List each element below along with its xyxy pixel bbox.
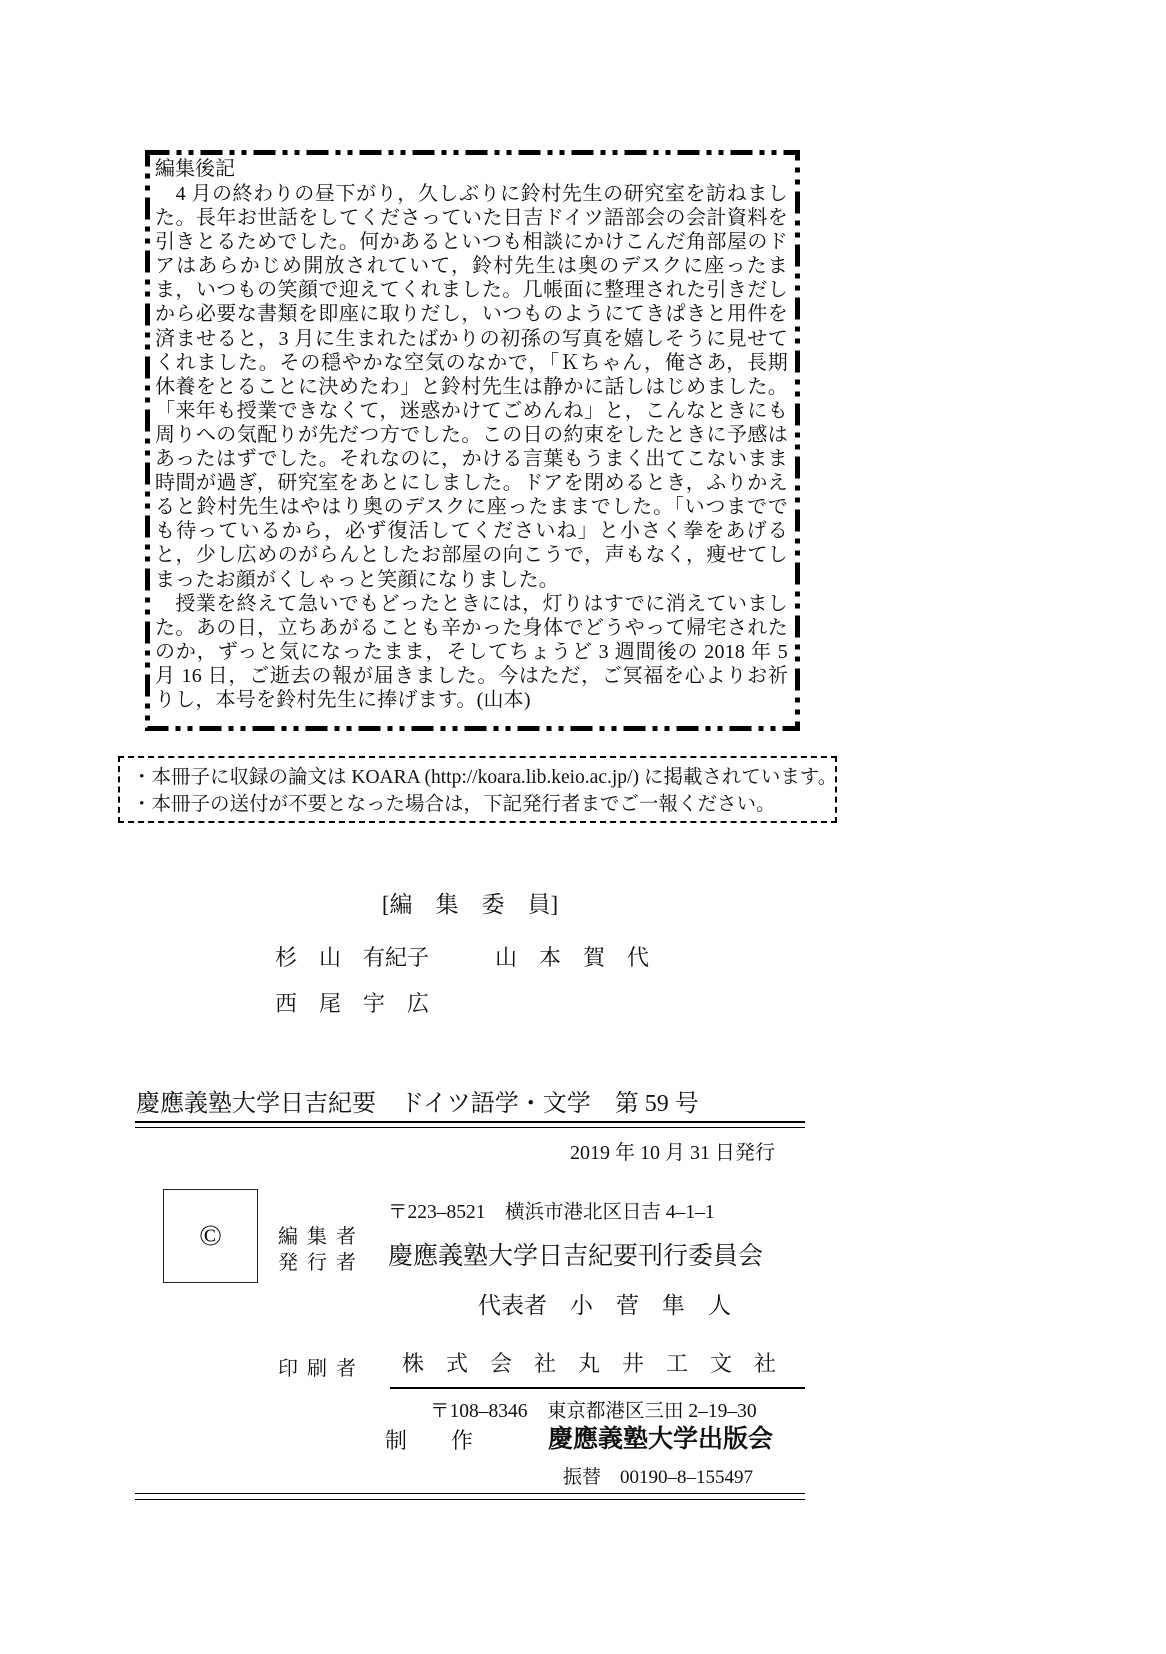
publisher-label: 発行者 bbox=[278, 1252, 365, 1274]
postscript-paragraph: 授業を終えて急いでもどったときには，灯りはすでに消えていました。あの日，立ちあがることも辛かった身体でどうやって帰宅されたのか，ずっと気になったまま，そしてちょうど 3 週間後の 2018 年 5 月 16 日，ご逝去の報が届きました。今はただ，ご冥福を心よりお祈りし，本号を鈴村先生に捧げます。(山本) bbox=[155, 592, 788, 711]
bottom-rule bbox=[135, 1493, 805, 1500]
printer-rule bbox=[390, 1387, 805, 1389]
postscript-content bbox=[155, 157, 788, 712]
copyright-icon: © bbox=[199, 1219, 222, 1252]
publisher-address: 〒223–8521 横浜市港北区日吉 4–1–1 bbox=[388, 1202, 715, 1223]
printer-label: 印刷者 bbox=[278, 1358, 365, 1380]
issue-date: 2019 年 10 月 31 日発行 bbox=[570, 1142, 775, 1164]
postscript-title: 編集後記 bbox=[155, 158, 235, 180]
notice-item: ・本冊子に収録の論文は KOARA (http://koara.lib.keio.ac.jp/) に掲載されています。 bbox=[132, 767, 838, 788]
title-rule bbox=[135, 1121, 805, 1128]
publisher-name: 慶應義塾大学日吉紀要刊行委員会 bbox=[388, 1243, 764, 1270]
printer-name: 株 式 会 社 丸 井 工 文 社 bbox=[402, 1351, 777, 1376]
postscript-box bbox=[145, 150, 800, 731]
notice-box bbox=[118, 756, 837, 823]
printer-address: 〒108–8346 東京都港区三田 2–19–30 bbox=[430, 1401, 757, 1422]
postal-transfer: 振替 00190–8–155497 bbox=[563, 1467, 754, 1488]
editor-publisher-labels bbox=[278, 1224, 365, 1276]
postscript-paragraph: 4 月の終わりの昼下がり，久しぶりに鈴村先生の研究室を訪ねました。長年お世話をしてくださっていた日吉ドイツ語部会の会計資料を引きとるためでした。何かあるといつも相談にかけこんだ角部屋のドアはあらかじめ開放されていて，鈴村先生は奥のデスクに座ったまま，いつもの笑顔で迎えてくれました。几帳面に整理された引きだしから必要な書類を即座に取りだし，いつものようにてきぱきと用件を済ませると，3 月に生まれたばかりの初孫の写真を嬉しそうに見せてくれました。その穏やかな空気のなかで，「Ｋちゃん，俺さあ，長期休養をとることに決めたわ」と鈴村先生は静かに話しはじめました。「来年も授業できなくて，迷惑かけてごめんね」と，こんなときにも周りへの気配りが先だつ方でした。この日の約束をしたときに予感はあったはずでした。それなのに，かける言葉もうまく出てこないまま時間が過ぎ，研究室をあとにしました。ドアを閉めるとき，ふりかえると鈴村先生はやはり奥のデスクに座ったままでした。「いつまででも待っているから，必ず復活してくださいね」と小さく拳をあげると，少し広めのがらんとしたお部屋の向こうで，声もなく，痩せてしまったお顔がくしゃっと笑顔になりました。 bbox=[155, 183, 788, 591]
editor-name-row: 杉 山 有紀子 山 本 賀 代 bbox=[275, 945, 650, 970]
journal-title: 慶應義塾大学日吉紀要 ドイツ語学・文学 第 59 号 bbox=[136, 1091, 699, 1117]
copyright-box bbox=[163, 1189, 258, 1283]
representative-name: 代表者 小 菅 隼 人 bbox=[478, 1293, 731, 1318]
notice-item: ・本冊子の送付が不要となった場合は，下記発行者までご一報ください。 bbox=[132, 794, 776, 815]
committee-heading: [編 集 委 員] bbox=[381, 892, 559, 917]
production-label: 制 作 bbox=[385, 1428, 474, 1453]
editor-name-row: 西 尾 宇 広 bbox=[275, 991, 430, 1016]
editor-label: 編集者 bbox=[278, 1226, 365, 1248]
production-name: 慶應義塾大学出版会 bbox=[548, 1426, 774, 1453]
